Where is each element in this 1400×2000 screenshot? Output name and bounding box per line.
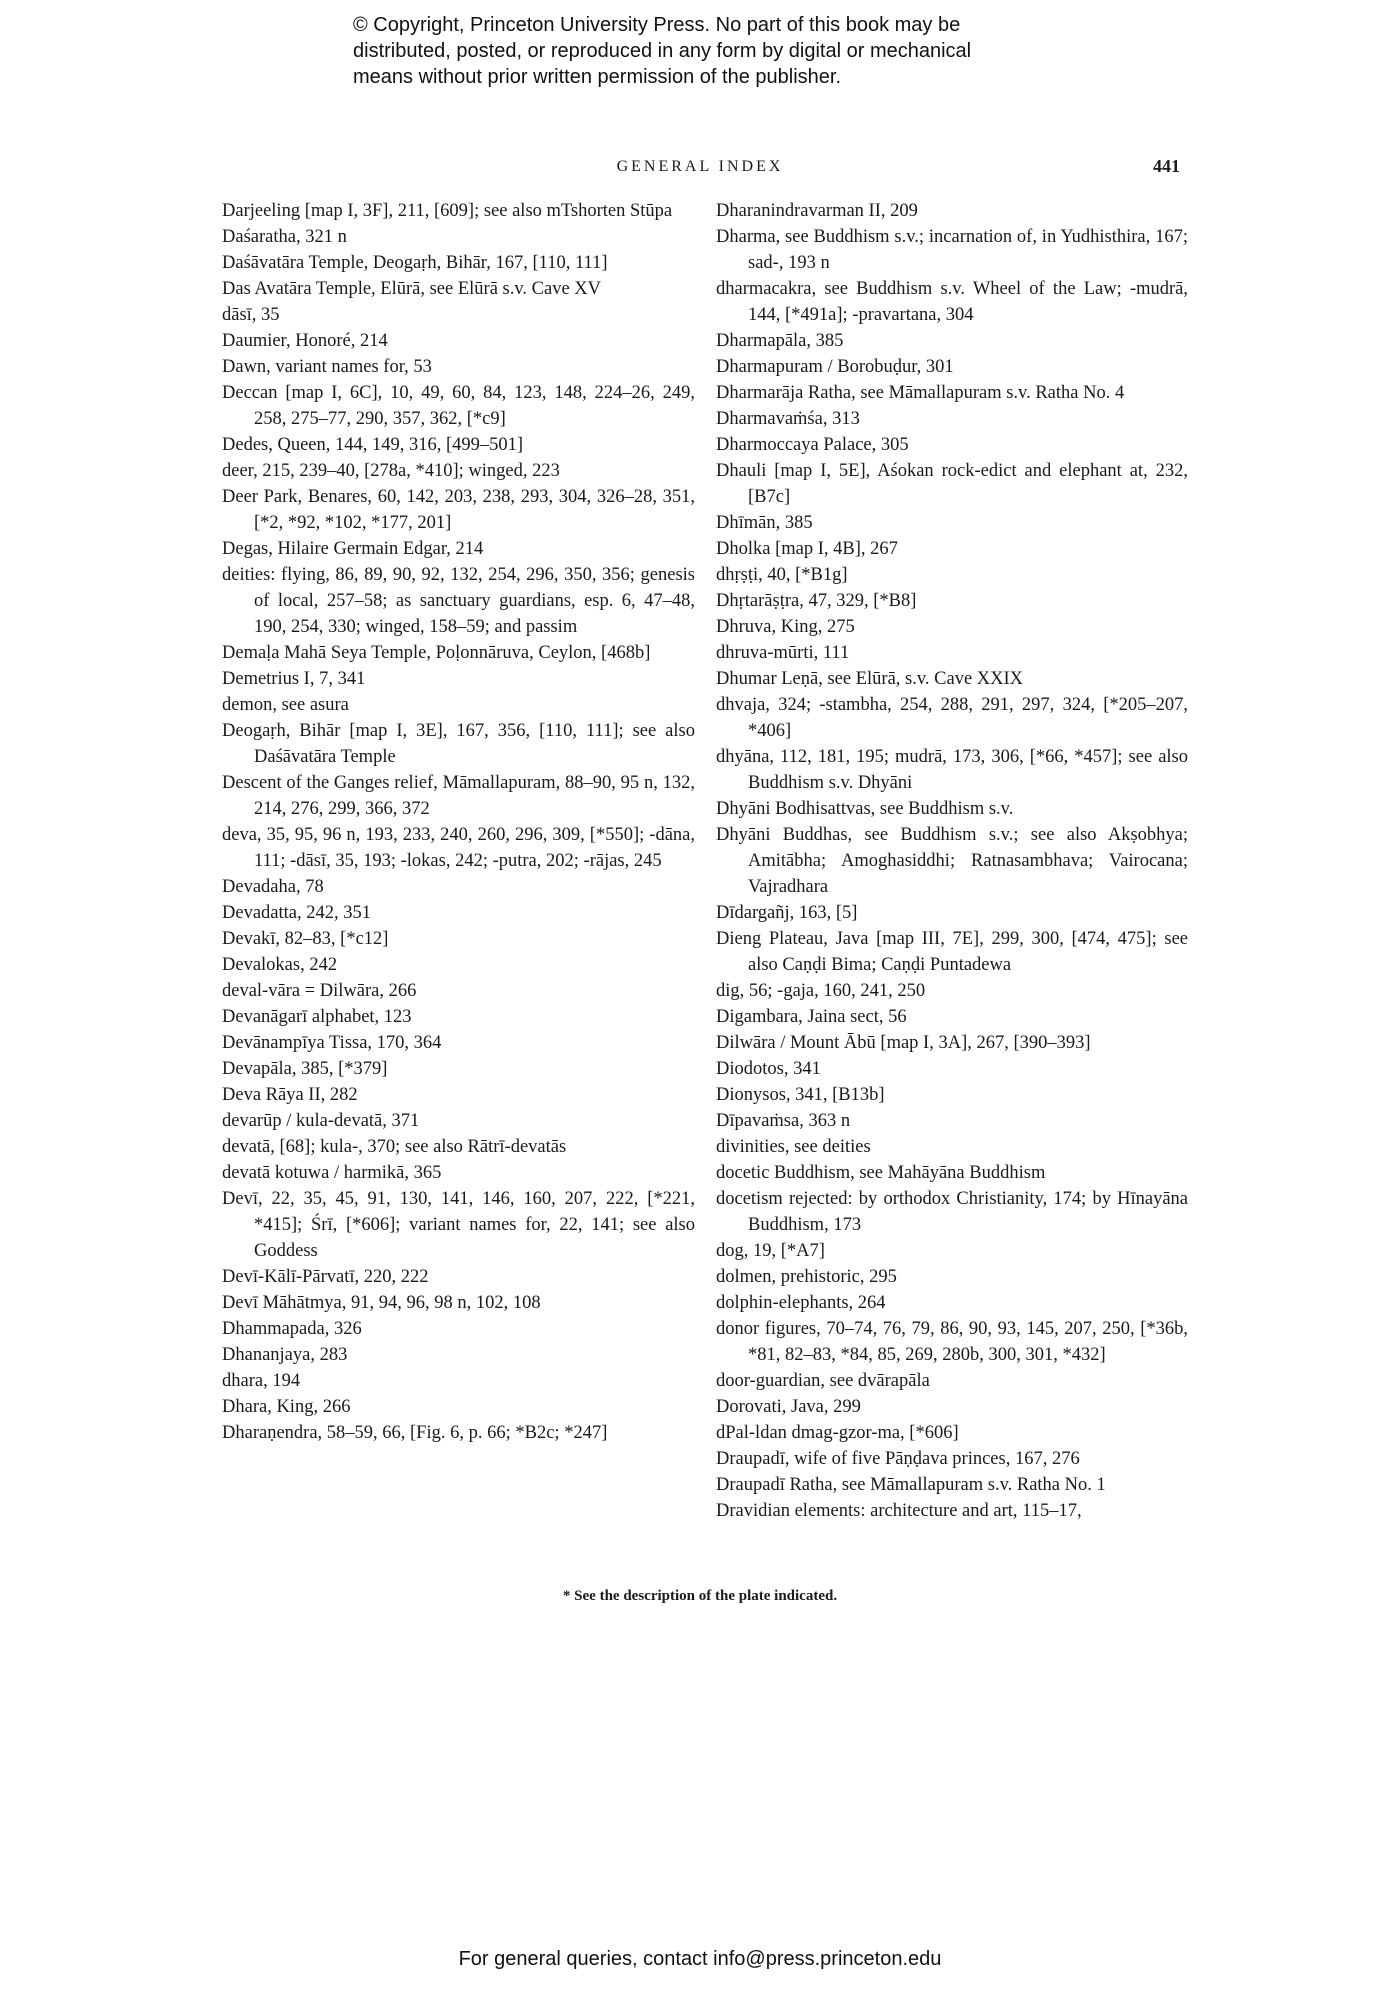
index-entry: Draupadī, wife of five Pāṇḍava princes, 167, 276 [716, 1449, 1080, 1469]
index-column-left [222, 198, 695, 1446]
index-entry: Devalokas, 242 [222, 955, 338, 975]
index-entry: deva, 35, 95, 96 n, 193, 233, 240, 260, 296, 309, [*550]; -dāna, 111; -dāsī, 35, 193; -lokas, 242; -putra, 202; -rājas, 245 [222, 825, 695, 871]
index-entry: Dharmavaṁśa, 313 [716, 409, 860, 429]
index-column-right [716, 198, 1188, 1524]
index-entry: Degas, Hilaire Germain Edgar, 214 [222, 539, 484, 559]
footnote: * See the description of the plate indicated. [562, 1588, 838, 1604]
index-entry: demon, see asura [222, 695, 349, 715]
index-entry: deities: flying, 86, 89, 90, 92, 132, 254, 296, 350, 356; genesis of local, 257–58; as sanctuary guardians, esp. 6, 47–48, 190, 254, 330; winged, 158–59; and passim [222, 565, 695, 637]
index-entry: Devadaha, 78 [222, 877, 324, 897]
index-entry: dhyāna, 112, 181, 195; mudrā, 173, 306, [*66, *457]; see also Buddhism s.v. Dhyāni [716, 747, 1188, 793]
index-entry: dolphin-elephants, 264 [716, 1293, 886, 1313]
index-entry: Daśaratha, 321 n [222, 227, 347, 247]
index-entry: Descent of the Ganges relief, Māmallapuram, 88–90, 95 n, 132, 214, 276, 299, 366, 372 [222, 773, 695, 819]
index-entry: Diodotos, 341 [716, 1059, 821, 1079]
index-entry: Devānampīya Tissa, 170, 364 [222, 1033, 442, 1053]
index-entry: dPal-ldan dmag-gzor-ma, [*606] [716, 1423, 959, 1443]
index-entry: Dharaṇendra, 58–59, 66, [Fig. 6, p. 66; *B2c; *247] [222, 1423, 608, 1443]
index-entry: Deer Park, Benares, 60, 142, 203, 238, 293, 304, 326–28, 351, [*2, *92, *102, *177, 201] [222, 487, 695, 533]
index-entry: Dionysos, 341, [B13b] [716, 1085, 885, 1105]
index-entry: Deccan [map I, 6C], 10, 49, 60, 84, 123, 148, 224–26, 249, 258, 275–77, 290, 357, 362, [*c9] [222, 383, 695, 429]
index-entry: Demetrius I, 7, 341 [222, 669, 366, 689]
copyright-line: © Copyright, Princeton University Press. No part of this book may be [353, 14, 961, 36]
contact-line: For general queries, contact info@press.princeton.edu [458, 1948, 942, 1970]
index-entry: Dedes, Queen, 144, 149, 316, [499–501] [222, 435, 524, 455]
index-entry: docetic Buddhism, see Mahāyāna Buddhism [716, 1163, 1046, 1183]
index-entry: devatā, [68]; kula-, 370; see also Rātrī-devatās [222, 1137, 567, 1157]
index-entry: dharmacakra, see Buddhism s.v. Wheel of the Law; -mudrā, 144, [*491a]; -pravartana, 304 [716, 279, 1188, 325]
index-entry: Das Avatāra Temple, Elūrā, see Elūrā s.v. Cave XV [222, 279, 602, 299]
index-entry: Draupadī Ratha, see Māmallapuram s.v. Ratha No. 1 [716, 1475, 1106, 1495]
index-entry: Dhumar Leṇā, see Elūrā, s.v. Cave XXIX [716, 669, 1024, 689]
index-entry: dhvaja, 324; -stambha, 254, 288, 291, 297, 324, [*205–207, *406] [716, 695, 1188, 741]
index-entry: dāsī, 35 [222, 305, 280, 325]
index-entry: Dharmoccaya Palace, 305 [716, 435, 909, 455]
running-head [220, 155, 1180, 181]
index-entry: Devī, 22, 35, 45, 91, 130, 141, 146, 160, 207, 222, [*221, *415]; Śrī, [*606]; variant names for, 22, 141; see also Goddess [222, 1189, 695, 1261]
index-entry: Devanāgarī alphabet, 123 [222, 1007, 412, 1027]
index-entry: Deogaṛh, Bihār [map I, 3E], 167, 356, [110, 111]; see also Daśāvatāra Temple [222, 721, 695, 767]
index-entry: Devī Māhātmya, 91, 94, 96, 98 n, 102, 108 [222, 1293, 541, 1313]
index-entry: dig, 56; -gaja, 160, 241, 250 [716, 981, 926, 1001]
index-entry: Dīdargañj, 163, [5] [716, 903, 858, 923]
index-entry: dolmen, prehistoric, 295 [716, 1267, 897, 1287]
index-entry: divinities, see deities [716, 1137, 871, 1157]
index-entry: Daumier, Honoré, 214 [222, 331, 388, 351]
index-entry: devatā kotuwa / harmikā, 365 [222, 1163, 442, 1183]
index-entry: Daśāvatāra Temple, Deogaṛh, Bihār, 167, [110, 111] [222, 253, 608, 273]
index-entry: Dhammapada, 326 [222, 1319, 362, 1339]
index-entry: donor figures, 70–74, 76, 79, 86, 90, 93, 145, 207, 250, [*36b, *81, 82–83, *84, 85, 269, 280b, 300, 301, *432] [716, 1319, 1188, 1365]
index-entry: dog, 19, [*A7] [716, 1241, 825, 1261]
index-entry: Dhara, King, 266 [222, 1397, 351, 1417]
index-entry: dhara, 194 [222, 1371, 301, 1391]
index-entry: Devī-Kālī-Pārvatī, 220, 222 [222, 1267, 429, 1287]
index-entry: Devakī, 82–83, [*c12] [222, 929, 389, 949]
index-entry: dhruva-mūrti, 111 [716, 643, 850, 663]
index-entry: Digambara, Jaina sect, 56 [716, 1007, 907, 1027]
index-entry: Dharma, see Buddhism s.v.; incarnation of, in Yudhisthira, 167; sad-, 193 n [716, 227, 1188, 273]
index-entry: Dhyāni Buddhas, see Buddhism s.v.; see also Akṣobhya; Amitābha; Amoghasiddhi; Ratnasambhava; Vairocana; Vajradhara [716, 825, 1188, 897]
index-entry: Deva Rāya II, 282 [222, 1085, 358, 1105]
copyright-notice [353, 12, 1113, 90]
index-entry: Dhruva, King, 275 [716, 617, 855, 637]
copyright-line: means without prior written permission of the publisher. [353, 66, 842, 88]
index-entry: door-guardian, see dvārapāla [716, 1371, 930, 1391]
index-entry: Dhṛtarāṣṭra, 47, 329, [*B8] [716, 591, 917, 611]
index-entry: Devadatta, 242, 351 [222, 903, 371, 923]
index-entry: Dravidian elements: architecture and art, 115–17, [716, 1501, 1082, 1521]
index-entry: Dīpavaṁsa, 363 n [716, 1111, 851, 1131]
index-entry: Dharmapāla, 385 [716, 331, 844, 351]
index-entry: Dholka [map I, 4B], 267 [716, 539, 898, 559]
index-entry: Dharmapuram / Borobuḍur, 301 [716, 357, 954, 377]
running-title: GENERAL INDEX [616, 158, 784, 175]
index-entry: Dawn, variant names for, 53 [222, 357, 432, 377]
index-entry: Devapāla, 385, [*379] [222, 1059, 388, 1079]
index-entry: deer, 215, 239–40, [278a, *410]; winged, 223 [222, 461, 560, 481]
index-entry: Dilwāra / Mount Ābū [map I, 3A], 267, [390–393] [716, 1033, 1091, 1053]
copyright-line: distributed, posted, or reproduced in any form by digital or mechanical [353, 40, 972, 62]
index-entry: Dhyāni Bodhisattvas, see Buddhism s.v. [716, 799, 1014, 819]
index-entry: deval-vāra = Dilwāra, 266 [222, 981, 417, 1001]
index-entry: Darjeeling [map I, 3F], 211, [609]; see also mTshorten Stūpa [222, 201, 673, 221]
index-entry: Dhauli [map I, 5E], Aśokan rock-edict and elephant at, 232, [B7c] [716, 461, 1188, 507]
index-entry: dhṛṣṭi, 40, [*B1g] [716, 565, 848, 585]
page-number: 441 [1153, 156, 1180, 176]
index-entry: Demaḷa Mahā Seya Temple, Poḷonnāruva, Ceylon, [468b] [222, 643, 651, 663]
index-entry: Dorovati, Java, 299 [716, 1397, 861, 1417]
index-entry: Dhīmān, 385 [716, 513, 813, 533]
index-entry: Dieng Plateau, Java [map III, 7E], 299, 300, [474, 475]; see also Caṇḍi Bima; Caṇḍi Puntadewa [716, 929, 1188, 975]
index-entry: docetism rejected: by orthodox Christianity, 174; by Hīnayāna Buddhism, 173 [716, 1189, 1188, 1235]
index-entry: Dhananjaya, 283 [222, 1345, 348, 1365]
index-entry: Dharmarāja Ratha, see Māmallapuram s.v. Ratha No. 4 [716, 383, 1125, 403]
index-entry: devarūp / kula-devatā, 371 [222, 1111, 420, 1131]
index-entry: Dharanindravarman II, 209 [716, 201, 918, 221]
